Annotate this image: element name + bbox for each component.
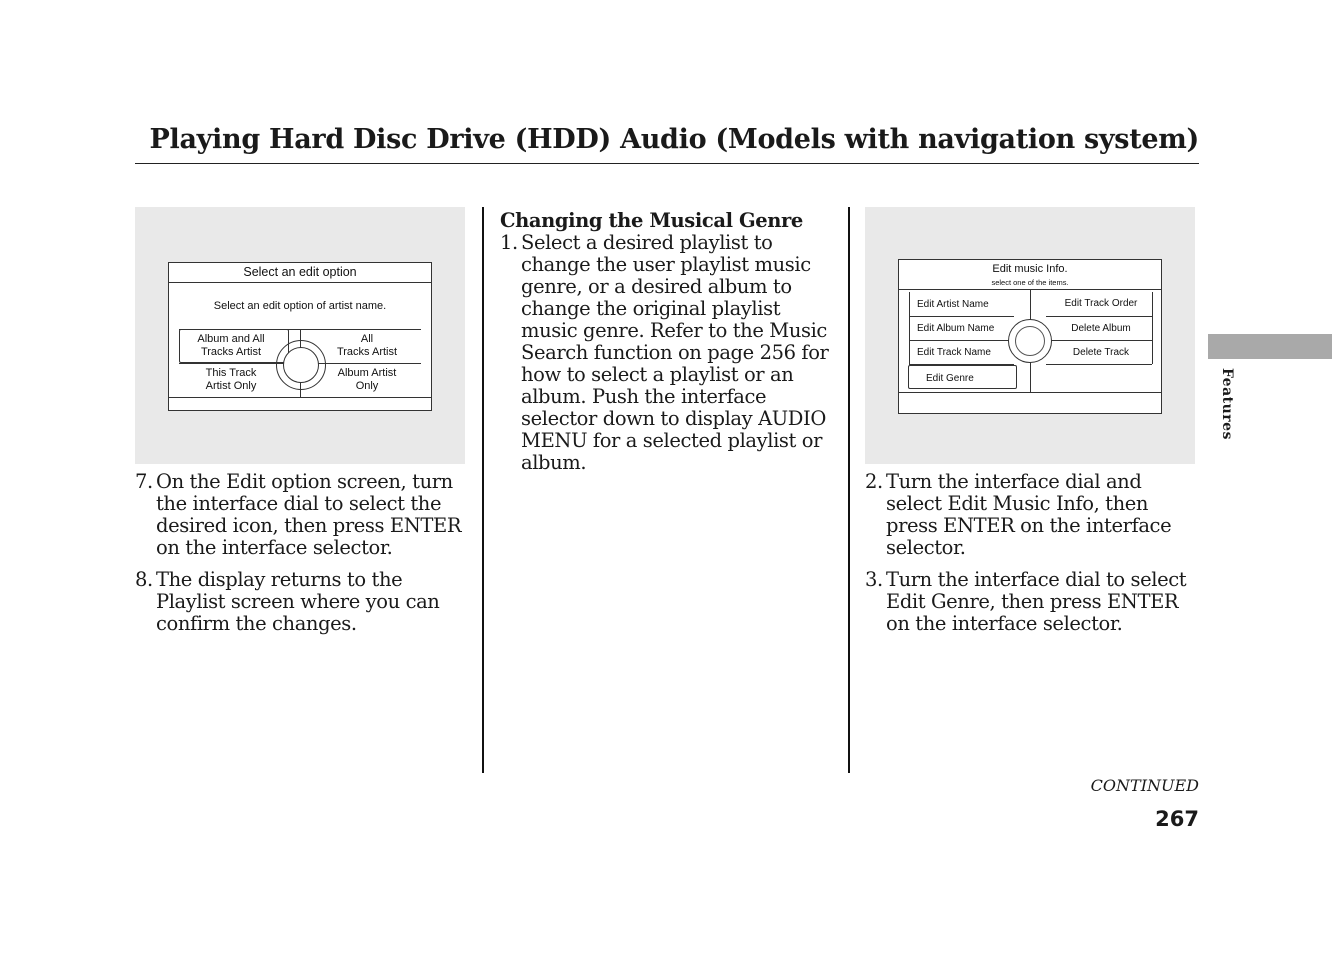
section-heading: Changing the Musical Genre <box>500 209 803 232</box>
option-this-track-artist-only[interactable] <box>183 367 279 393</box>
step-text: Turn the interface dial to select Edit Genre, then press ENTER on the interface selector. <box>886 568 1187 635</box>
right-column-steps <box>865 471 1200 635</box>
item-divider <box>1046 340 1152 341</box>
option-line: Tracks Artist <box>336 346 398 358</box>
screen-bottom-divider <box>169 397 431 398</box>
option-line: Album and All <box>197 333 265 345</box>
screen-subtitle: select one of the items. <box>991 278 1069 287</box>
step-text: Select a desired playlist to change the user playlist music genre, or a desired album to change the original playlist music genre. Refer to the Music Search function on page 256 for how to select a playlist or an album. Push the interface selector down to display AUDIO MENU for a selected playlist or album. <box>521 231 829 474</box>
step-7 <box>135 471 475 559</box>
step-number: 1. <box>500 231 518 254</box>
item-edit-genre[interactable]: Edit Genre <box>926 373 974 384</box>
title-divider <box>135 163 1199 164</box>
item-divider <box>1046 316 1152 317</box>
left-bracket <box>909 292 910 364</box>
item-edit-artist-name[interactable]: Edit Artist Name <box>917 299 989 310</box>
column-divider-right <box>848 207 850 773</box>
right-bracket <box>1152 292 1153 364</box>
step-number: 8. <box>135 568 153 591</box>
page-title: Playing Hard Disc Drive (HDD) Audio (Models with navigation system) <box>149 124 1199 155</box>
screen-title: Select an edit option <box>243 265 357 279</box>
step-1 <box>500 232 835 474</box>
item-edit-album-name[interactable]: Edit Album Name <box>917 323 995 334</box>
dial-inner-ring <box>1015 326 1045 356</box>
step-8 <box>135 569 475 635</box>
step-number: 3. <box>865 568 883 591</box>
left-column-steps <box>135 471 475 635</box>
item-edit-track-name[interactable]: Edit Track Name <box>917 347 991 358</box>
screen-title: Edit music Info. <box>992 263 1068 275</box>
item-delete-track[interactable]: Delete Track <box>1072 347 1130 358</box>
option-line: Only <box>355 380 379 392</box>
item-divider <box>909 316 1014 317</box>
option-line: Album Artist <box>337 367 397 379</box>
edit-music-info-screen <box>898 259 1162 414</box>
continued-note: CONTINUED <box>1090 776 1199 795</box>
option-all-tracks-artist[interactable] <box>319 333 415 359</box>
section-tab-label: Features <box>1219 368 1235 440</box>
screen-title-divider <box>169 282 431 283</box>
option-album-and-all-tracks[interactable] <box>183 333 279 359</box>
step-text: On the Edit option screen, turn the interface dial to select the desired icon, then press ENTER on the interface selector. <box>156 470 462 559</box>
option-line: All <box>360 333 374 345</box>
item-divider <box>1046 364 1152 365</box>
step-number: 2. <box>865 470 883 493</box>
step-2 <box>865 471 1200 559</box>
column-divider-left <box>482 207 484 773</box>
screen-prompt: Select an edit option of artist name. <box>213 300 387 312</box>
item-edit-track-order[interactable]: Edit Track Order <box>1064 298 1138 309</box>
interface-dial-icon <box>283 347 319 383</box>
option-line: Artist Only <box>205 380 257 392</box>
edit-option-screen <box>168 262 432 411</box>
step-3 <box>865 569 1200 635</box>
item-divider <box>909 340 1014 341</box>
item-delete-album[interactable]: Delete Album <box>1071 323 1131 334</box>
step-number: 7. <box>135 470 153 493</box>
screen-bottom-divider <box>899 392 1161 393</box>
step-text: Turn the interface dial and select Edit Music Info, then press ENTER on the interface selector. <box>886 470 1172 559</box>
section-tab-marker <box>1208 334 1332 359</box>
figure-edit-music-info <box>865 207 1195 464</box>
page-number: 267 <box>1155 807 1199 831</box>
option-line: Tracks Artist <box>200 346 262 358</box>
option-album-artist-only[interactable] <box>319 367 415 393</box>
option-line: This Track <box>205 367 257 379</box>
middle-column <box>500 210 835 474</box>
step-text: The display returns to the Playlist screen where you can confirm the changes. <box>156 568 440 635</box>
figure-edit-option <box>135 207 465 464</box>
